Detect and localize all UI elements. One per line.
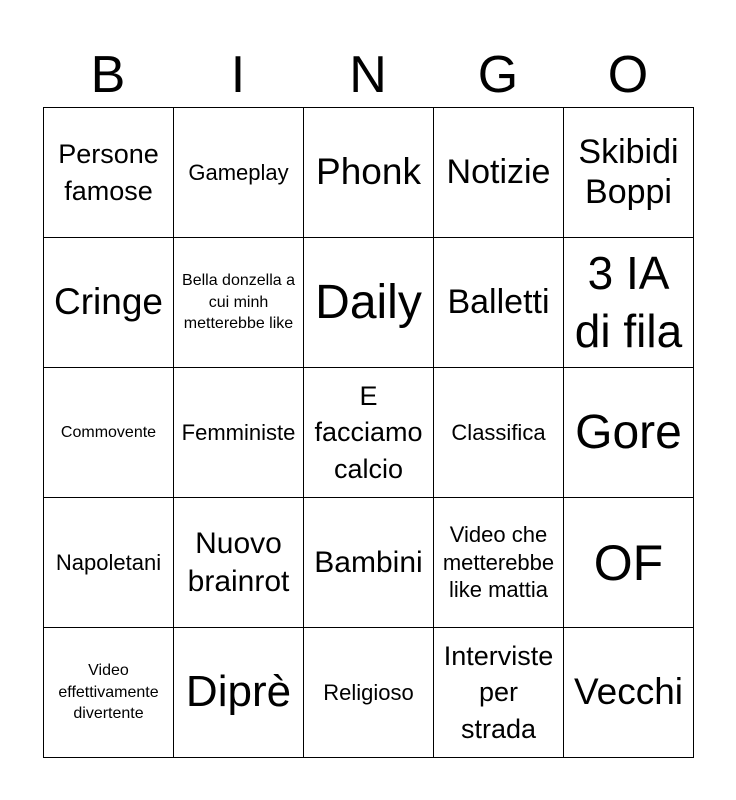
bingo-cell[interactable] <box>44 108 174 238</box>
cell-label: Vecchi <box>573 671 683 713</box>
header-letter-o: O <box>607 46 649 104</box>
bingo-cell[interactable] <box>434 238 564 368</box>
bingo-cell[interactable] <box>434 628 564 758</box>
bingo-cell[interactable] <box>174 368 304 498</box>
cell-label: Balletti <box>447 282 550 321</box>
bingo-cell[interactable] <box>174 628 304 758</box>
cell-label: Femministe <box>181 419 296 445</box>
bingo-cell[interactable] <box>434 498 564 628</box>
bingo-cell[interactable] <box>304 628 434 758</box>
cell-label: Diprè <box>185 667 292 717</box>
bingo-cell[interactable] <box>44 498 174 628</box>
cell-label: Nuovo brainrot <box>187 527 290 598</box>
cell-label: 3 IA di fila <box>574 247 683 357</box>
cell-label: Religioso <box>323 679 414 705</box>
bingo-cell[interactable] <box>304 108 434 238</box>
header-letter-n: N <box>349 46 387 104</box>
bingo-cell[interactable] <box>564 368 694 498</box>
bingo-cell[interactable] <box>304 498 434 628</box>
bingo-cell[interactable] <box>564 498 694 628</box>
bingo-cell[interactable] <box>434 108 564 238</box>
cell-label: Skibidi Boppi <box>578 133 679 211</box>
bingo-cell[interactable] <box>44 238 174 368</box>
bingo-cell[interactable] <box>564 238 694 368</box>
bingo-header <box>43 42 693 108</box>
bingo-cell[interactable] <box>564 628 694 758</box>
bingo-cell[interactable] <box>304 368 434 498</box>
cell-label: Video che metterebbe like mattia <box>442 522 555 603</box>
bingo-cell[interactable] <box>174 498 304 628</box>
cell-label: Napoletani <box>55 549 162 575</box>
cell-label: E facciamo calcio <box>314 380 423 484</box>
bingo-cell[interactable] <box>434 368 564 498</box>
bingo-cell[interactable] <box>44 368 174 498</box>
bingo-cell[interactable] <box>304 238 434 368</box>
cell-label: Commovente <box>60 423 157 441</box>
cell-label: Phonk <box>316 151 421 193</box>
cell-label: Gameplay <box>188 159 289 185</box>
bingo-cell[interactable] <box>564 108 694 238</box>
cell-label: Bambini <box>314 545 423 579</box>
cell-label: Gore <box>575 405 682 459</box>
header-letter-i: I <box>230 46 246 104</box>
cell-label: Persone famose <box>58 139 159 206</box>
cell-label: Interviste per strada <box>443 640 554 744</box>
cell-label: Daily <box>315 275 422 329</box>
cell-label: Cringe <box>54 281 163 323</box>
header-letter-g: G <box>477 46 519 104</box>
bingo-cell[interactable] <box>44 628 174 758</box>
bingo-cell[interactable] <box>174 108 304 238</box>
cell-label: Video effettivamente divertente <box>58 662 159 723</box>
cell-label: OF <box>593 534 664 591</box>
bingo-board <box>43 107 694 758</box>
cell-label: Classifica <box>451 419 546 445</box>
bingo-cell[interactable] <box>174 238 304 368</box>
cell-label: Notizie <box>446 152 551 191</box>
header-letter-b: B <box>90 46 126 104</box>
cell-label: Bella donzella a cui minh metterebbe like <box>182 272 295 333</box>
